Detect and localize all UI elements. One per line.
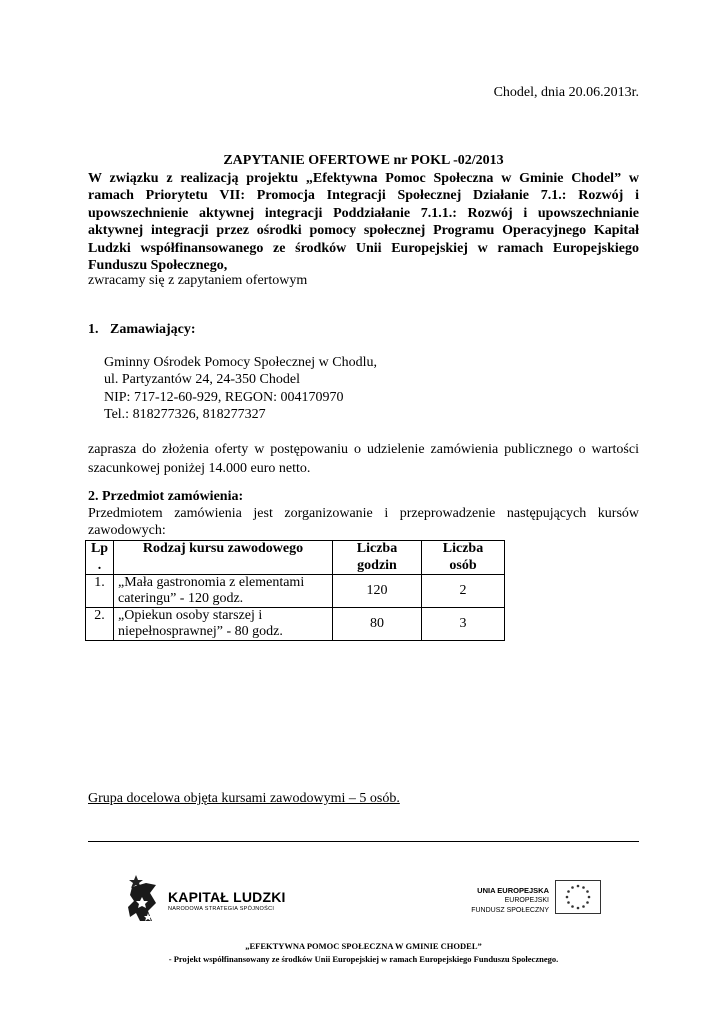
authority-ids: NIP: 717-12-60-929, REGON: 004170970 [104, 389, 344, 405]
authority-street: ul. Partyzantów 24, 24-350 Chodel [104, 372, 300, 388]
kapital-ludzki-logo-icon [126, 873, 162, 923]
section-2-description: Przedmiotem zamówienia jest zorganizowanie i przeprowadzenie następujących kursów zawodowych: [88, 506, 639, 538]
row-course: „Opiekun osoby starszej i niepełnosprawnej” - 80 godz. [114, 608, 333, 641]
eu-text [454, 886, 549, 916]
table-row [86, 575, 505, 608]
authority-name: Gminny Ośrodek Pomocy Społecznej w Chodlu, [104, 355, 377, 370]
footer-cofinancing: - Projekt współfinansowany ze środków Unii Europejskiej w ramach Europejskiego Funduszu Społecznego. [168, 954, 559, 964]
eu-title: UNIA EUROPEJSKA [477, 886, 549, 895]
invitation-text: zaprasza do złożenia oferty w postępowaniu o udzielenie zamówienia publicznego o wartości szacunkowej poniżej 14.000 euro netto. [88, 442, 639, 476]
col-people-header: Liczba osób [422, 541, 505, 575]
table-header-row [86, 541, 505, 575]
row-lp: 1. [86, 575, 114, 608]
table-row [86, 608, 505, 641]
kapital-ludzki-title: KAPITAŁ LUDZKI [168, 889, 286, 905]
row-lp: 2. [86, 608, 114, 641]
col-course-header: Rodzaj kursu zawodowego [114, 541, 333, 575]
col-lp-header: Lp . [86, 541, 114, 575]
row-course: „Mała gastronomia z elementami cateringu” - 120 godz. [114, 575, 333, 608]
kapital-ludzki-subtitle: NARODOWA STRATEGIA SPÓJNOŚCI [168, 906, 275, 912]
row-people: 2 [422, 575, 505, 608]
intro-request: zwracamy się z zapytaniem ofertowym [88, 273, 308, 288]
kapital-ludzki-text [168, 889, 286, 912]
row-hours: 120 [333, 575, 422, 608]
authority-phone: Tel.: 818277326, 818277327 [104, 407, 266, 423]
section-1-number: 1. [88, 322, 99, 337]
footer-project-name: „EFEKTYWNA POMOC SPOŁECZNA W GMINIE CHODEL” [245, 941, 482, 951]
place-date: Chodel, dnia 20.06.2013r. [493, 85, 639, 100]
courses-table [85, 540, 505, 641]
row-hours: 80 [333, 608, 422, 641]
eu-flag-icon [555, 880, 601, 914]
row-people: 3 [422, 608, 505, 641]
section-1-heading [88, 322, 196, 338]
target-group-note: Grupa docelowa objęta kursami zawodowymi – 5 osób. [88, 791, 400, 806]
intro-paragraph: W związku z realizacją projektu „Efektywna Pomoc Społeczna w Gminie Chodel” w ramach Priorytetu VII: Promocja Integracji Społecznej Działanie 7.1.: Rozwój i upowszechnienie aktywnej integracji Poddziałanie 7.1.1.: Rozwój i upowszechnianie aktywnej integracji przez ośrodki pomocy społecznej Programu Operacyjnego Kapitał Ludzki współfinansowanego ze środków Unii Europejskiej w ramach Europejskiego Funduszu Społecznego, [88, 171, 639, 274]
col-hours-header: Liczba godzin [333, 541, 422, 575]
eu-line2: FUNDUSZ SPOŁECZNY [471, 907, 549, 914]
section-1-title: Zamawiający: [110, 322, 196, 337]
footer-divider [88, 841, 639, 842]
contracting-authority-address [104, 354, 377, 424]
eu-line1: EUROPEJSKI [504, 897, 549, 904]
section-2-heading: 2. Przedmiot zamówienia: [88, 489, 244, 504]
document-title: ZAPYTANIE OFERTOWE nr POKL -02/2013 [223, 153, 504, 168]
